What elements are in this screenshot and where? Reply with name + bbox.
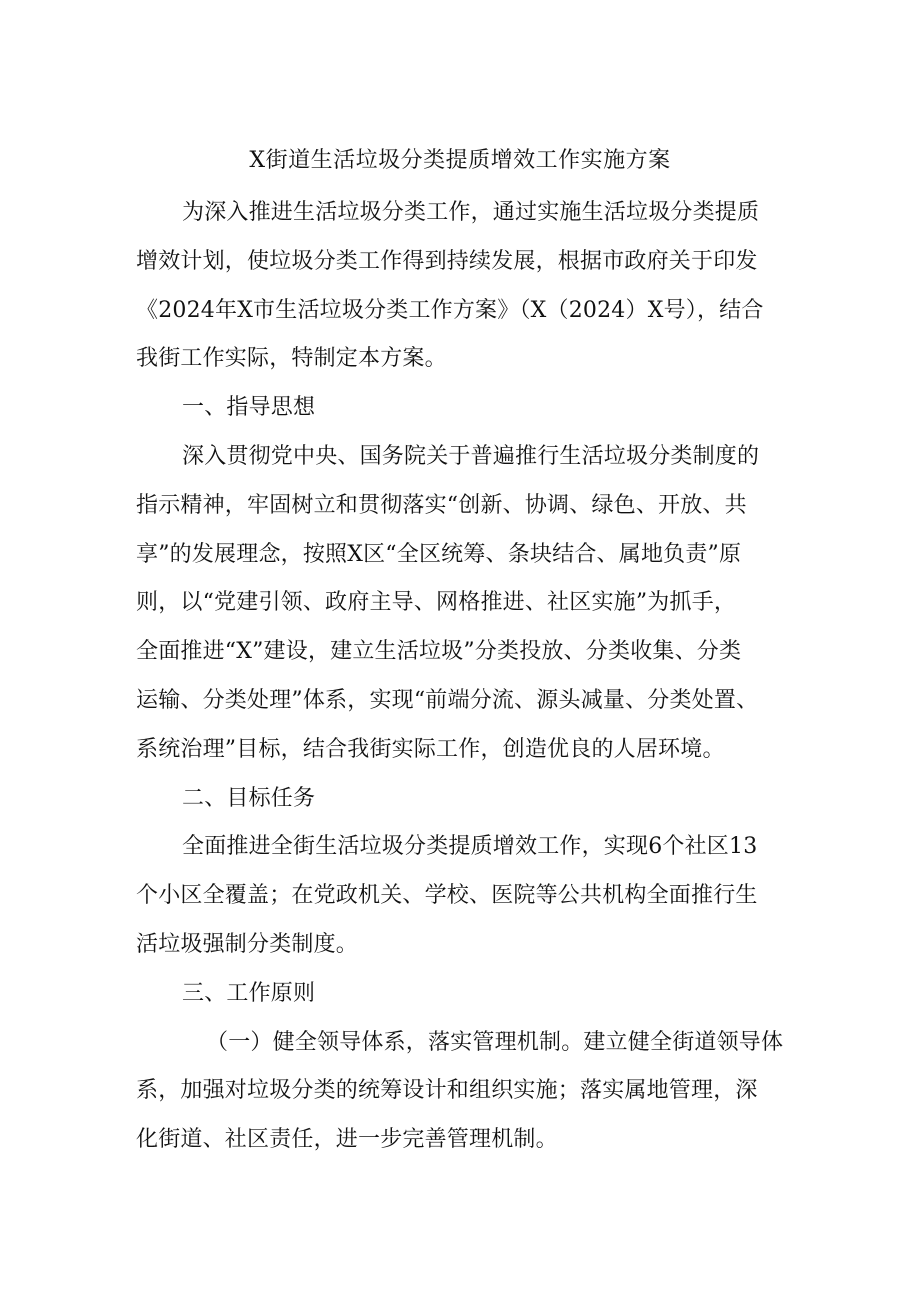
- paragraph-line: 指示精神，牢固树立和贯彻落实“创新、协调、绿色、开放、共: [136, 492, 747, 518]
- paragraph-line: 活垃圾强制分类制度。: [136, 931, 359, 957]
- section-heading: 三、工作原则: [182, 980, 316, 1006]
- paragraph-line: 全面推进“X”建设，建立生活垃圾”分类投放、分类收集、分类: [136, 639, 742, 665]
- paragraph-line: 则，以“党建引领、政府主导、网格推进、社区实施”为抓手，: [136, 590, 737, 616]
- paragraph-line: 个小区全覆盖；在党政机关、学校、医院等公共机构全面推行生: [136, 883, 758, 909]
- paragraph-line: 我街工作实际，特制定本方案。: [136, 346, 447, 372]
- paragraph-line: 为深入推进生活垃圾分类工作，通过实施生活垃圾分类提质: [182, 200, 760, 225]
- paragraph-line: 系，加强对垃圾分类的统筹设计和组织实施；落实属地管理，深: [136, 1078, 758, 1104]
- document-title: X街道生活垃圾分类提质增效工作实施方案: [249, 148, 671, 173]
- paragraph-line: 深入贯彻党中央、国务院关于普遍推行生活垃圾分类制度的: [182, 443, 760, 469]
- paragraph-line: 《2024年X市生活垃圾分类工作方案》（X（2024）X号），结合: [136, 297, 764, 323]
- paragraph-line: 全面推进全街生活垃圾分类提质增效工作，实现6个社区13: [182, 834, 758, 860]
- paragraph-line: 运输、分类处理”体系，实现“前端分流、源头减量、分类处置、: [136, 687, 759, 713]
- paragraph-line: 化街道、社区责任，进一步完善管理机制。: [136, 1127, 558, 1153]
- section-heading: 二、目标任务: [182, 785, 316, 811]
- paragraph-line: （一）健全领导体系，落实管理机制。建立健全街道领导体: [206, 1029, 784, 1055]
- section-heading: 一、指导思想: [182, 395, 316, 421]
- document-body: [136, 189, 796, 1165]
- paragraph-line: 系统治理”目标，结合我街实际工作，创造优良的人居环境。: [136, 736, 725, 762]
- paragraph-line: 享”的发展理念，按照X区“全区统筹、条块结合、属地负责”原: [136, 541, 742, 567]
- paragraph-line: 增效计划，使垃圾分类工作得到持续发展，根据市政府关于印发: [136, 248, 758, 274]
